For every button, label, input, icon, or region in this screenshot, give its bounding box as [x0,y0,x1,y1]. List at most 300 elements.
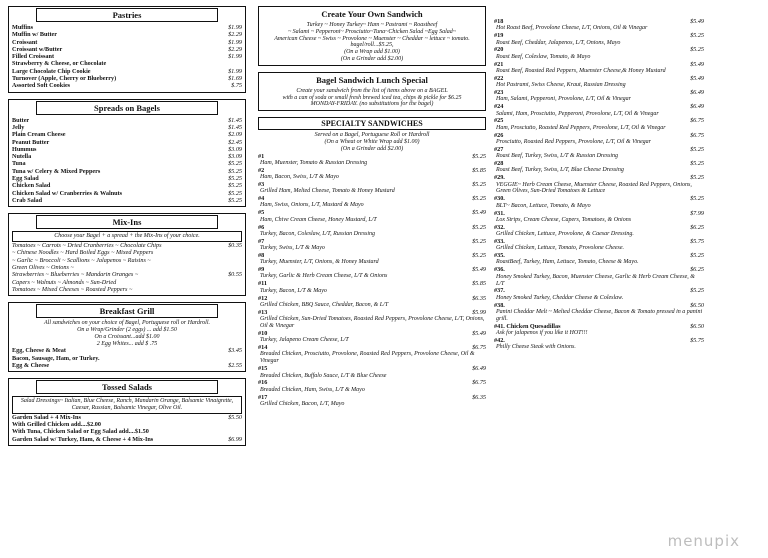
item-price: $5.25 [228,196,242,204]
item-price: $5.49 [690,18,704,25]
menu-item-row [12,362,242,369]
item-price: $6.50 [690,322,704,330]
info-line: (On a Wrap add $1.00) [344,49,400,56]
item-price: $.75 [231,82,242,90]
item-description: Turkey, Garlic & Herb Cream Cheese, L/T & Onions [260,273,388,280]
item-price: $5.25 [228,189,242,197]
item-name: #22 [494,74,504,82]
menu-item-row [494,61,704,68]
item-name: Turnover (Apple, Cherry or Blueberry) [12,75,117,83]
item-name: #30. [494,195,505,203]
item-description: Breaded Chicken, Prosciutto, Provolone, Roasted Red Peppers, Provolone Cheese, Oil & Vinegar [260,351,475,365]
item-name: #17 [258,393,268,401]
item-name: Green Olives ~ Onions ~ [12,263,74,271]
menu-item-row [12,197,242,204]
item-description: Ham, Swiss, Onions, L/T, Mustard & Mayo [260,202,364,209]
item-description: Philly Cheese Steak with Onions. [496,344,576,351]
item-price: $1.69 [228,75,242,83]
item-name: Tuna w/ Celery & Mixed Peppers [12,167,101,175]
item-name: #18 [494,18,504,25]
item-name: #5 [258,209,265,217]
item-price: $5.49 [472,209,486,217]
item-description: Lox Strips, Cream Cheese, Capers, Tomatoes, & Onions [496,216,632,223]
item-price: $6.99 [228,435,242,443]
item-name: Nutella [12,153,32,161]
item-price: $5.25 [472,180,486,188]
item-name: #42. [494,336,505,344]
item-name: Plain Cream Cheese [12,131,66,139]
item-name: Large Chocolate Chip Cookie [12,67,91,75]
item-description: Hot Pastrami, Swiss Cheese, Kraut, Russian Dressing [496,82,626,89]
item-description: BLT~ Bacon, Lettuce, Tomato, & Mayo [496,202,591,209]
item-price: $1.99 [228,53,242,61]
item-price: $6.49 [690,103,704,111]
item-description: Grilled Chicken, Lettuce, Tomato, Provolone Cheese. [496,245,625,252]
item-description: Roast Beef, Turkey, Swiss, L/T, Blue Cheese Dressing [496,167,624,174]
salads-section [8,378,246,446]
item-name: Egg Salad [12,175,39,183]
item-description: Ham, Bacon, Swiss, L/T & Mayo [260,174,339,181]
menu-item-row [258,295,486,302]
item-description: Breaded Chicken, Buffalo Sauce, L/T & Blue Cheese [260,372,387,379]
menu-item-row [12,428,242,435]
salads-title: Tossed Salads [36,380,217,394]
item-price: $1.45 [228,123,242,131]
item-description: RoastBeef, Turkey, Ham, Lettuce, Tomato, Cheese & Mayo. [496,259,639,266]
item-name: #26 [494,131,504,139]
menu-item-row [12,264,242,271]
item-description: Hot Roast Beef, Provolone Cheese, L/T, Onions, Oil & Vinegar [496,25,648,32]
item-price: $6.75 [472,344,486,352]
intro-line: (On a Wheat or White Wrap add $1.00) [324,138,420,145]
item-name: #38. [494,301,505,309]
item-price: $0.55 [228,271,242,279]
menu-item-row [494,32,704,39]
menu-item-row [494,132,704,139]
item-description: Grilled Chicken, Lettuce, Provolone, & Caesar Dressing. [496,231,634,238]
item-price: $5.25 [690,195,704,203]
item-price: $5.25 [472,237,486,245]
menu-item-row [12,68,242,75]
item-price: $5.25 [472,152,486,160]
item-price: $6.49 [472,365,486,373]
item-description: Grilled Chicken, BBQ Sauce, Cheddar, Bacon, & L/T [260,301,389,308]
item-price: $6.50 [690,301,704,309]
menu-item-row [258,238,486,245]
item-name: #1 [258,152,265,160]
item-name: #4 [258,195,265,203]
item-name: #25 [494,117,504,125]
breakfast-intro-3: On a Croissant...add $1.00 [94,333,160,340]
menu-item-row [12,60,242,67]
menu-item-row [258,280,486,287]
item-name: With Grilled Chicken add....$2.00 [12,421,101,429]
item-name: Strawberry & Cheese, or Chocolate [12,60,107,68]
item-price: $6.49 [690,89,704,97]
spreads-section [8,99,246,208]
menu-item-row [258,209,486,216]
specialty-list-continued [494,18,704,351]
item-description: Roast Beef, Cheddar, Jalapenos, L/T, Onions, Mayo [496,39,621,46]
salads-list [12,414,242,443]
menu-item-row [258,252,486,259]
item-name: Egg & Cheese [12,361,50,369]
item-name: #9 [258,266,265,274]
mixins-section [8,213,246,296]
menu-item-row [258,394,486,401]
item-name: #11 [258,280,267,288]
item-name: Strawberries ~ Blueberries ~ Mandarin Oranges ~ [12,271,139,279]
item-description: Panini Cheddar Melt ~ Melted Cheddar Cheese, Bacon & Tomato pressed in a panini grill. [496,308,703,322]
item-description: Honey Smoked Turkey, Cheddar Cheese & Coleslaw. [496,294,624,301]
menu-item-row [258,365,486,372]
menu-item-row [494,238,704,245]
menu-item-row [12,190,242,197]
menu-item-row [12,75,242,82]
breakfast-intro-4: 2 Egg Whites... add $ .75 [96,340,158,347]
menu-item-row [258,181,486,188]
menu-item-row [12,175,242,182]
menu-item-row [12,160,242,167]
menu-item-row [494,89,704,96]
item-description: Ham, Salami, Pepperoni, Provolone, L/T, Oil & Vinegar [496,96,631,103]
right-column [494,0,704,351]
item-description: Turkey, Jalapeno Cream Cheese, L/T [260,337,349,344]
item-name: #19 [494,32,504,40]
item-description: Turkey, Bacon, L/T & Mayo [260,287,327,294]
menu-item-row [494,287,704,294]
menu-item-row [12,279,242,286]
item-name: Egg, Cheese & Meat [12,347,66,355]
item-price: $1.99 [228,67,242,75]
item-name: #2 [258,166,265,174]
breakfast-title: Breakfast Grill [36,304,217,318]
intro-line: Served on a Bagel, Portuguese Roll or Hardroll [314,132,430,139]
mixins-intro: Choose your Bagel + a spread + the Mix-Ins of your choice. [12,231,242,242]
info-line: Create your sandwich from the list of items above on a BAGEL [296,87,448,94]
item-price: $1.99 [228,24,242,31]
menu-item-row [12,53,242,60]
item-price: $2.29 [228,45,242,53]
menu-item-row [494,117,704,124]
item-price: $6.25 [690,223,704,231]
item-price [214,249,242,256]
middle-column [258,0,486,408]
item-price: $5.25 [690,160,704,168]
menu-item-row [12,249,242,256]
item-name: Crab Salad [12,196,43,204]
item-price: $5.75 [690,237,704,245]
menu-item-row [12,421,242,428]
item-name: Garden Salad w/ Turkey, Ham, & Cheese + 4 Mix-Ins [12,435,154,443]
item-price: $5.50 [228,413,242,421]
item-name: #24 [494,103,504,111]
item-name: #12 [258,294,268,302]
item-description: Grilled Chicken, Sun-Dried Tomatoes, Roasted Red Peppers, Provolone Cheese, L/T, Onions, Oil & Vinegar [260,316,485,329]
item-name: Tomatoes ~ Carrots ~ Dried Cranberries ~ Chocolate Chips [12,242,162,250]
item-name: #15 [258,365,268,373]
item-name: #29. [494,174,505,182]
menu-item-row [494,75,704,82]
item-description: Ham, Muenster, Tomato & Russian Dressing [260,159,368,166]
menu-item-row [12,131,242,138]
menu-item-row [12,182,242,189]
item-price: $5.49 [472,266,486,274]
menu-item-row [494,174,704,181]
item-name: #32. [494,223,505,231]
item-name: Jelly [12,123,25,131]
info-line: MONDAY-FRIDAY. (no substitutions for the bagel) [310,101,434,108]
info-line: bagel/roll...$5.25, [350,42,394,49]
item-price [214,355,242,362]
item-name: With Tuna, Chicken Salad or Egg Salad add....$1.50 [12,428,149,436]
item-price: $5.25 [690,174,704,182]
item-price [214,428,242,435]
create-lines [262,22,482,63]
menu-item-row [12,257,242,264]
item-price: $2.29 [228,31,242,39]
menu-item-row [258,379,486,386]
lunch-section [258,72,486,111]
item-price [214,264,242,271]
menu-item-row [258,309,486,316]
specialty-section [258,117,486,408]
item-name: Peanut Butter [12,138,50,146]
item-price: $5.99 [472,308,486,316]
item-price: $5.49 [690,60,704,68]
menu-item-row [12,355,242,362]
menu-item-row [12,153,242,160]
item-name: ~ Chinese Noodles ~ Hard Boiled Eggs ~ Mixed Peppers [12,249,154,257]
item-description: VEGGIE~ Herb Cream Cheese, Muenster Cheese, Roasted Red Peppers, Onions, Green Olives, Sun-Dried Tomatoes & Lettuce [496,181,692,195]
item-name: #27 [494,145,504,153]
item-name: #3 [258,180,265,188]
menu-item-row [12,31,242,38]
item-price: $2.55 [228,361,242,369]
breakfast-intro-2: On a Wrap/Grinder (2 eggs) ... add $1.50 [77,326,177,333]
item-price: $5.85 [472,280,486,288]
item-price: $5.25 [690,46,704,54]
item-price: $1.45 [228,116,242,124]
menu-item-row [494,302,704,309]
menu-item-row [494,337,704,344]
left-column [8,0,246,446]
item-description: Grilled Ham, Melted Cheese, Tomato & Honey Mustard [260,188,395,195]
item-price: $5.75 [690,336,704,344]
menu-item-row [12,271,242,278]
info-line: with a can of soda or small fresh brewed iced tea, chips & pickle for $6.25 [282,94,462,101]
item-price: $6.35 [472,393,486,401]
menu-item-row [494,266,704,273]
item-description: Turkey, Swiss, L/T & Mayo [260,245,325,252]
item-description: Roast Beef, Turkey, Swiss, L/T & Russian Dressing [496,153,619,160]
item-price: $3.09 [228,145,242,153]
salads-dressing: Salad Dressings~ Italian, Blue Cheese, Ranch, Mandarin Orange, Balsamic Vinaigrette, Caesar, Russian, Balsamic Vinegar, Olive Oil. [12,396,242,414]
menu-item-row [258,344,486,351]
item-description: Honey Smoked Turkey, Bacon, Muenster Cheese, Garlic & Herb Cream Cheese, & L/T [496,273,695,287]
item-description: Ham, Prosciutto, Roasted Red Peppers, Provolone, L/T, Oil & Vinegar [496,124,666,131]
pastries-section [8,6,246,93]
info-line: American Cheese ~ Swiss ~ Provolone ~ Muenster ~ Cheddar ~ lettuce ~ tomato. [274,35,470,42]
menu-item-row [494,323,704,330]
menu-item-row [494,103,704,110]
item-name: #37. [494,287,505,295]
item-name: Muffin w/ Butter [12,31,58,39]
item-name: #16 [258,379,268,387]
menu-item-row [12,146,242,153]
item-price: $5.25 [472,195,486,203]
item-name: #10 [258,329,268,337]
item-price: $5.25 [690,145,704,153]
item-name: #21 [494,60,504,68]
item-name: #8 [258,251,265,259]
spreads-title: Spreads on Bagels [36,101,217,115]
pastries-title: Pastries [36,8,217,22]
item-price: $3.45 [228,347,242,355]
item-name: Tomatoes ~ Mixed Cheeses ~ Roasted Peppers ~ [12,285,133,293]
item-name: #13 [258,308,268,316]
item-description: Prosciutto, Roasted Red Peppers, Provolone, L/T, Oil & Vinegar [496,138,651,145]
menu-item-row [258,167,486,174]
mixins-title: Mix-Ins [36,215,217,229]
item-name: Assorted Soft Cookies [12,82,71,90]
menu-item-row [258,224,486,231]
menu-item-row [12,139,242,146]
item-price: $6.35 [472,294,486,302]
menu-item-row [258,330,486,337]
item-price [214,60,242,67]
menu-item-row [12,46,242,53]
item-name: #20 [494,46,504,54]
item-name: #36. [494,266,505,274]
item-description: Turkey, Bacon, Coleslaw, L/T, Russian Dressing [260,230,376,237]
item-price: $1.99 [228,38,242,46]
item-name: #14 [258,344,268,352]
breakfast-section [8,302,246,372]
item-name: #23 [494,89,504,97]
specialty-intro [258,132,486,152]
menu-item-row [494,224,704,231]
watermark-logo: menupix [667,532,740,550]
item-price: $5.25 [690,287,704,295]
item-price: $2.45 [228,138,242,146]
item-name: ~ Garlic ~ Broccoli ~ Scallions ~ Jalapenos ~ Raisins ~ [12,256,151,264]
item-description: Ham, Chive Cream Cheese, Honey Mustard, L/T [260,216,377,223]
item-name: Muffins [12,24,33,31]
lunch-lines [262,88,482,108]
item-price [214,421,242,428]
menu-item-row [494,195,704,202]
item-name: #31. [494,209,505,217]
item-price [214,257,242,264]
breakfast-list [12,347,242,369]
item-price: $5.25 [228,182,242,190]
item-name: Filled Croissant [12,53,54,61]
info-line: (On a Grinder add $2.00) [340,55,404,62]
item-name: Garden Salad + 4 Mix-Ins [12,413,81,421]
item-name: #6 [258,223,265,231]
item-description: Salami, Ham, Prosciutto, Pepperoni, Provolone, L/T, Oil & Vinegar [496,110,659,117]
item-price: $7.99 [690,209,704,217]
item-price: $6.75 [690,117,704,125]
menu-item-row [12,436,242,443]
item-name: Bacon, Sausage, Ham, or Turkey. [12,354,100,362]
item-name: Chicken Salad [12,182,51,190]
info-line: ~ Salami ~ Pepperoni~ Prosciutto~Tuna~Chicken Salad ~Egg Salad~ [287,28,457,35]
item-name: Croissant [12,38,38,46]
item-name: #41. Chicken Quesadillas [494,322,561,330]
menu-item-row [12,168,242,175]
intro-line: (On a Grinder add $2.00) [340,145,404,152]
item-description: Roast Beef, Roasted Red Peppers, Muenster Cheese,& Honey Mustard [496,67,666,74]
item-description: Roast Beef, Coleslaw, Tomato, & Mayo [496,53,591,60]
item-price: $2.09 [228,131,242,139]
lunch-title: Bagel Sandwich Lunch Special [316,74,428,85]
menu-item-row [12,124,242,131]
item-price: $5.49 [690,74,704,82]
item-price: $3.09 [228,153,242,161]
menu-item-row [12,24,242,31]
menu-item-row [12,286,242,293]
item-description: Breaded Chicken, Ham, Swiss, L/T & Mayo [260,386,365,393]
menu-item-row [12,82,242,89]
pastries-list [12,24,242,90]
item-price: $5.85 [472,166,486,174]
item-price: $5.25 [472,251,486,259]
mixins-list [12,242,242,293]
item-price: $5.25 [690,32,704,40]
item-price: $5.25 [228,175,242,183]
item-price: $6.75 [690,131,704,139]
menu-item-row [258,266,486,273]
menu-item-row [258,153,486,160]
specialty-title: SPECIALTY SANDWICHES [258,117,486,130]
menu-item-row [12,39,242,46]
menu-item-row [12,414,242,421]
item-name: #33. [494,237,505,245]
item-description: Grilled Chicken, Bacon, L/T, Mayo [260,400,345,407]
menu-item-row [494,46,704,53]
info-line: Turkey ~ Honey Turkey~ Ham ~ Pastrami ~ Roastbeef [306,22,438,28]
item-price: $5.25 [472,223,486,231]
menu-item-row [12,117,242,124]
item-price: $5.25 [228,160,242,168]
item-price: $5.49 [472,329,486,337]
item-name: #28 [494,160,504,168]
spreads-list [12,117,242,205]
item-name: Chicken Salad w/ Cranberries & Walnuts [12,189,123,197]
item-name: #7 [258,237,265,245]
menu-item-row [12,347,242,354]
item-description: Ask for jalapenos if you like it HOT!!! [496,330,588,337]
create-title: Create Your Own Sandwich [321,9,423,19]
item-price [214,286,242,293]
item-price: $6.75 [472,379,486,387]
item-name: Tuna [12,160,26,168]
item-price: $6.25 [690,266,704,274]
item-price: $5.25 [228,167,242,175]
menu-item-row [494,210,704,217]
item-description: Turkey, Muenster, L/T, Onions, & Honey Mustard [260,259,379,266]
item-price: $5.25 [690,252,704,260]
item-price: $0.35 [228,242,242,250]
menu-item-row [258,195,486,202]
item-name: Croissant w/Butter [12,45,63,53]
item-name: Butter [12,116,30,124]
specialty-list [258,153,486,408]
item-price [214,279,242,286]
breakfast-intro-1: All sandwiches on your choice of Bagel, Portuguese roll or Hardroll. [44,320,210,327]
